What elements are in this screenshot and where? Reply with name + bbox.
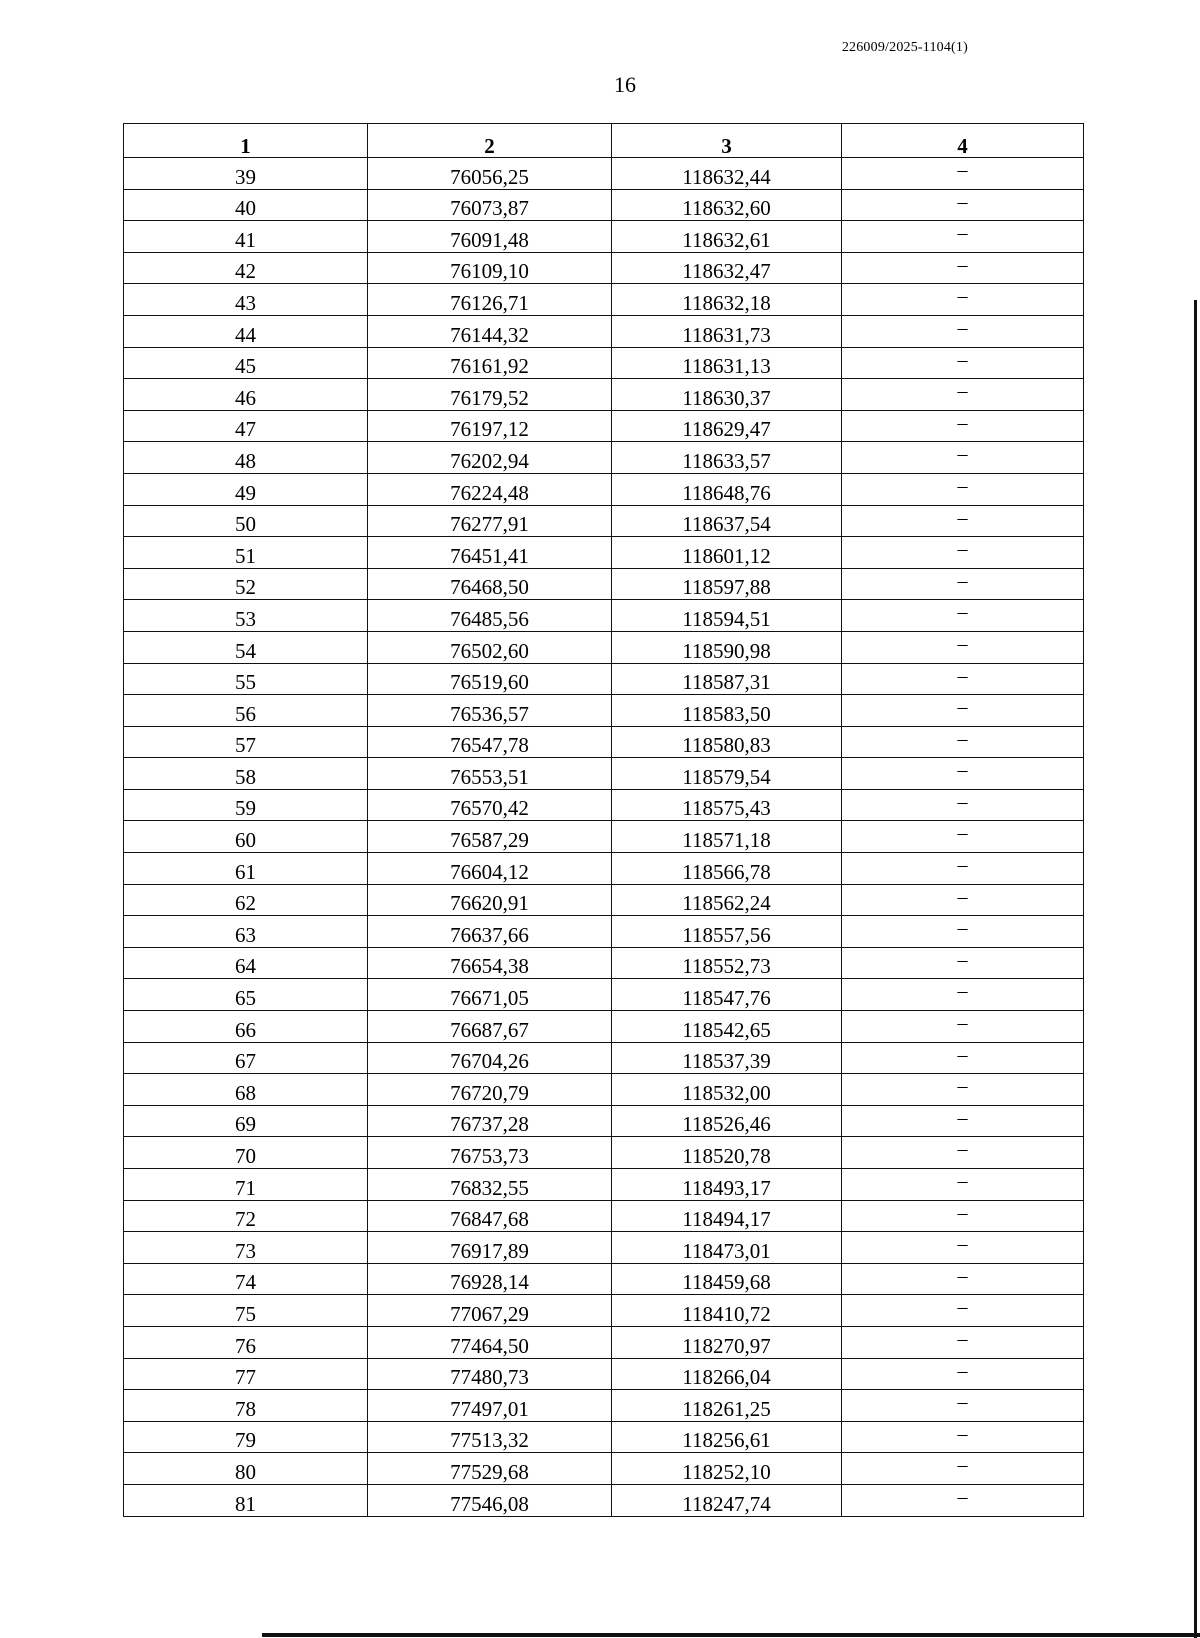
- table-body: [124, 158, 1084, 1517]
- note-cell: –: [842, 758, 1084, 790]
- table-row: [124, 505, 1084, 537]
- note-cell: –: [842, 1263, 1084, 1295]
- table-row: [124, 1137, 1084, 1169]
- y-coordinate-cell: 118587,31: [612, 663, 842, 695]
- y-coordinate-cell: 118580,83: [612, 726, 842, 758]
- y-coordinate-cell: 118633,57: [612, 442, 842, 474]
- point-number-cell: 46: [124, 379, 368, 411]
- table-row: [124, 979, 1084, 1011]
- note-cell: –: [842, 442, 1084, 474]
- y-coordinate-cell: 118631,13: [612, 347, 842, 379]
- y-coordinate-cell: 118632,44: [612, 158, 842, 190]
- table-row: [124, 189, 1084, 221]
- y-coordinate-cell: 118632,18: [612, 284, 842, 316]
- y-coordinate-cell: 118594,51: [612, 600, 842, 632]
- point-number-cell: 65: [124, 979, 368, 1011]
- table-row: [124, 916, 1084, 948]
- note-cell: –: [842, 1484, 1084, 1516]
- note-cell: –: [842, 1453, 1084, 1485]
- x-coordinate-cell: 76753,73: [368, 1137, 612, 1169]
- y-coordinate-cell: 118630,37: [612, 379, 842, 411]
- y-coordinate-cell: 118632,47: [612, 252, 842, 284]
- x-coordinate-cell: 76179,52: [368, 379, 612, 411]
- note-cell: –: [842, 1232, 1084, 1264]
- table-row: [124, 1232, 1084, 1264]
- table-row: [124, 884, 1084, 916]
- point-number-cell: 41: [124, 221, 368, 253]
- table-header: [124, 124, 1084, 158]
- x-coordinate-cell: 77529,68: [368, 1453, 612, 1485]
- table-row: [124, 315, 1084, 347]
- x-coordinate-cell: 76553,51: [368, 758, 612, 790]
- y-coordinate-cell: 118632,60: [612, 189, 842, 221]
- table-row: [124, 442, 1084, 474]
- y-coordinate-cell: 118532,00: [612, 1074, 842, 1106]
- x-coordinate-cell: 76604,12: [368, 853, 612, 885]
- point-number-cell: 42: [124, 252, 368, 284]
- x-coordinate-cell: 76654,38: [368, 947, 612, 979]
- note-cell: –: [842, 789, 1084, 821]
- x-coordinate-cell: 76202,94: [368, 442, 612, 474]
- note-cell: –: [842, 979, 1084, 1011]
- note-cell: –: [842, 1137, 1084, 1169]
- y-coordinate-cell: 118520,78: [612, 1137, 842, 1169]
- table-row: [124, 1421, 1084, 1453]
- y-coordinate-cell: 118542,65: [612, 1011, 842, 1043]
- table-row: [124, 410, 1084, 442]
- table-row: [124, 221, 1084, 253]
- note-cell: –: [842, 631, 1084, 663]
- column-header-2: 2: [368, 124, 612, 158]
- x-coordinate-cell: 76056,25: [368, 158, 612, 190]
- x-coordinate-cell: 77513,32: [368, 1421, 612, 1453]
- x-coordinate-cell: 76502,60: [368, 631, 612, 663]
- note-cell: –: [842, 315, 1084, 347]
- scan-edge-bottom: [262, 1633, 1200, 1637]
- x-coordinate-cell: 76073,87: [368, 189, 612, 221]
- table-row: [124, 568, 1084, 600]
- note-cell: –: [842, 916, 1084, 948]
- point-number-cell: 68: [124, 1074, 368, 1106]
- y-coordinate-cell: 118601,12: [612, 537, 842, 569]
- point-number-cell: 63: [124, 916, 368, 948]
- x-coordinate-cell: 76197,12: [368, 410, 612, 442]
- point-number-cell: 73: [124, 1232, 368, 1264]
- note-cell: –: [842, 410, 1084, 442]
- point-number-cell: 50: [124, 505, 368, 537]
- point-number-cell: 74: [124, 1263, 368, 1295]
- table-row: [124, 853, 1084, 885]
- x-coordinate-cell: 76620,91: [368, 884, 612, 916]
- y-coordinate-cell: 118261,25: [612, 1390, 842, 1422]
- y-coordinate-cell: 118590,98: [612, 631, 842, 663]
- y-coordinate-cell: 118562,24: [612, 884, 842, 916]
- x-coordinate-cell: 76720,79: [368, 1074, 612, 1106]
- point-number-cell: 51: [124, 537, 368, 569]
- point-number-cell: 58: [124, 758, 368, 790]
- point-number-cell: 76: [124, 1326, 368, 1358]
- note-cell: –: [842, 884, 1084, 916]
- y-coordinate-cell: 118566,78: [612, 853, 842, 885]
- column-header-1: 1: [124, 124, 368, 158]
- note-cell: –: [842, 1421, 1084, 1453]
- table-row: [124, 158, 1084, 190]
- x-coordinate-cell: 76704,26: [368, 1042, 612, 1074]
- y-coordinate-cell: 118571,18: [612, 821, 842, 853]
- x-coordinate-cell: 76928,14: [368, 1263, 612, 1295]
- y-coordinate-cell: 118579,54: [612, 758, 842, 790]
- point-number-cell: 64: [124, 947, 368, 979]
- note-cell: –: [842, 505, 1084, 537]
- scan-edge-right: [1194, 300, 1197, 1638]
- y-coordinate-cell: 118526,46: [612, 1105, 842, 1137]
- y-coordinate-cell: 118473,01: [612, 1232, 842, 1264]
- column-header-4: 4: [842, 124, 1084, 158]
- table-row: [124, 947, 1084, 979]
- y-coordinate-cell: 118459,68: [612, 1263, 842, 1295]
- note-cell: –: [842, 821, 1084, 853]
- page-number: 16: [614, 72, 636, 97]
- x-coordinate-cell: 76519,60: [368, 663, 612, 695]
- x-coordinate-cell: 76485,56: [368, 600, 612, 632]
- table-row: [124, 252, 1084, 284]
- column-header-3: 3: [612, 124, 842, 158]
- table-row: [124, 1011, 1084, 1043]
- x-coordinate-cell: 76277,91: [368, 505, 612, 537]
- note-cell: –: [842, 1326, 1084, 1358]
- point-number-cell: 47: [124, 410, 368, 442]
- table-row: [124, 600, 1084, 632]
- point-number-cell: 75: [124, 1295, 368, 1327]
- table-row: [124, 1453, 1084, 1485]
- y-coordinate-cell: 118629,47: [612, 410, 842, 442]
- note-cell: –: [842, 1074, 1084, 1106]
- note-cell: –: [842, 1042, 1084, 1074]
- table-row: [124, 1484, 1084, 1516]
- y-coordinate-cell: 118583,50: [612, 695, 842, 727]
- point-number-cell: 45: [124, 347, 368, 379]
- x-coordinate-cell: 76737,28: [368, 1105, 612, 1137]
- note-cell: –: [842, 221, 1084, 253]
- point-number-cell: 39: [124, 158, 368, 190]
- y-coordinate-cell: 118493,17: [612, 1169, 842, 1201]
- table-row: [124, 1105, 1084, 1137]
- point-number-cell: 40: [124, 189, 368, 221]
- x-coordinate-cell: 76109,10: [368, 252, 612, 284]
- y-coordinate-cell: 118247,74: [612, 1484, 842, 1516]
- x-coordinate-cell: 76570,42: [368, 789, 612, 821]
- point-number-cell: 59: [124, 789, 368, 821]
- table-row: [124, 758, 1084, 790]
- point-number-cell: 53: [124, 600, 368, 632]
- table-row: [124, 821, 1084, 853]
- point-number-cell: 49: [124, 473, 368, 505]
- note-cell: –: [842, 284, 1084, 316]
- note-cell: –: [842, 1295, 1084, 1327]
- note-cell: –: [842, 947, 1084, 979]
- x-coordinate-cell: 76847,68: [368, 1200, 612, 1232]
- y-coordinate-cell: 118597,88: [612, 568, 842, 600]
- y-coordinate-cell: 118637,54: [612, 505, 842, 537]
- x-coordinate-cell: 76451,41: [368, 537, 612, 569]
- table-row: [124, 1326, 1084, 1358]
- point-number-cell: 54: [124, 631, 368, 663]
- table-row: [124, 1042, 1084, 1074]
- table-row: [124, 284, 1084, 316]
- point-number-cell: 70: [124, 1137, 368, 1169]
- x-coordinate-cell: 76637,66: [368, 916, 612, 948]
- y-coordinate-cell: 118252,10: [612, 1453, 842, 1485]
- point-number-cell: 52: [124, 568, 368, 600]
- table-row: [124, 631, 1084, 663]
- x-coordinate-cell: 76536,57: [368, 695, 612, 727]
- x-coordinate-cell: 76126,71: [368, 284, 612, 316]
- y-coordinate-cell: 118410,72: [612, 1295, 842, 1327]
- note-cell: –: [842, 189, 1084, 221]
- note-cell: –: [842, 726, 1084, 758]
- table-row: [124, 1390, 1084, 1422]
- point-number-cell: 57: [124, 726, 368, 758]
- note-cell: –: [842, 663, 1084, 695]
- note-cell: –: [842, 1358, 1084, 1390]
- note-cell: –: [842, 1011, 1084, 1043]
- point-number-cell: 67: [124, 1042, 368, 1074]
- point-number-cell: 61: [124, 853, 368, 885]
- table-row: [124, 1200, 1084, 1232]
- x-coordinate-cell: 76547,78: [368, 726, 612, 758]
- y-coordinate-cell: 118632,61: [612, 221, 842, 253]
- point-number-cell: 80: [124, 1453, 368, 1485]
- x-coordinate-cell: 76917,89: [368, 1232, 612, 1264]
- note-cell: –: [842, 600, 1084, 632]
- note-cell: –: [842, 347, 1084, 379]
- point-number-cell: 48: [124, 442, 368, 474]
- table-row: [124, 789, 1084, 821]
- x-coordinate-cell: 77067,29: [368, 1295, 612, 1327]
- x-coordinate-cell: 77464,50: [368, 1326, 612, 1358]
- x-coordinate-cell: 76832,55: [368, 1169, 612, 1201]
- x-coordinate-cell: 76224,48: [368, 473, 612, 505]
- y-coordinate-cell: 118631,73: [612, 315, 842, 347]
- point-number-cell: 43: [124, 284, 368, 316]
- note-cell: –: [842, 158, 1084, 190]
- document-id: 226009/2025-1104(1): [841, 40, 968, 55]
- table-row: [124, 1074, 1084, 1106]
- y-coordinate-cell: 118270,97: [612, 1326, 842, 1358]
- point-number-cell: 62: [124, 884, 368, 916]
- y-coordinate-cell: 118547,76: [612, 979, 842, 1011]
- point-number-cell: 79: [124, 1421, 368, 1453]
- y-coordinate-cell: 118256,61: [612, 1421, 842, 1453]
- note-cell: –: [842, 1390, 1084, 1422]
- y-coordinate-cell: 118557,56: [612, 916, 842, 948]
- note-cell: –: [842, 695, 1084, 727]
- note-cell: –: [842, 252, 1084, 284]
- note-cell: –: [842, 568, 1084, 600]
- point-number-cell: 81: [124, 1484, 368, 1516]
- x-coordinate-cell: 76144,32: [368, 315, 612, 347]
- header-row: [124, 124, 1084, 158]
- x-coordinate-cell: 76671,05: [368, 979, 612, 1011]
- table-row: [124, 347, 1084, 379]
- coordinates-table: [123, 123, 1084, 1517]
- point-number-cell: 60: [124, 821, 368, 853]
- y-coordinate-cell: 118552,73: [612, 947, 842, 979]
- point-number-cell: 69: [124, 1105, 368, 1137]
- x-coordinate-cell: 76687,67: [368, 1011, 612, 1043]
- table-row: [124, 726, 1084, 758]
- table-row: [124, 1169, 1084, 1201]
- table-row: [124, 663, 1084, 695]
- point-number-cell: 55: [124, 663, 368, 695]
- point-number-cell: 71: [124, 1169, 368, 1201]
- table-row: [124, 1295, 1084, 1327]
- y-coordinate-cell: 118266,04: [612, 1358, 842, 1390]
- table-row: [124, 473, 1084, 505]
- table-row: [124, 1358, 1084, 1390]
- note-cell: –: [842, 473, 1084, 505]
- point-number-cell: 56: [124, 695, 368, 727]
- note-cell: –: [842, 1105, 1084, 1137]
- point-number-cell: 78: [124, 1390, 368, 1422]
- x-coordinate-cell: 76161,92: [368, 347, 612, 379]
- point-number-cell: 77: [124, 1358, 368, 1390]
- table-row: [124, 537, 1084, 569]
- note-cell: –: [842, 1200, 1084, 1232]
- table-row: [124, 695, 1084, 727]
- note-cell: –: [842, 379, 1084, 411]
- note-cell: –: [842, 1169, 1084, 1201]
- point-number-cell: 72: [124, 1200, 368, 1232]
- table-row: [124, 379, 1084, 411]
- x-coordinate-cell: 77546,08: [368, 1484, 612, 1516]
- x-coordinate-cell: 76587,29: [368, 821, 612, 853]
- y-coordinate-cell: 118537,39: [612, 1042, 842, 1074]
- y-coordinate-cell: 118494,17: [612, 1200, 842, 1232]
- x-coordinate-cell: 76468,50: [368, 568, 612, 600]
- note-cell: –: [842, 853, 1084, 885]
- point-number-cell: 44: [124, 315, 368, 347]
- x-coordinate-cell: 77497,01: [368, 1390, 612, 1422]
- point-number-cell: 66: [124, 1011, 368, 1043]
- y-coordinate-cell: 118648,76: [612, 473, 842, 505]
- y-coordinate-cell: 118575,43: [612, 789, 842, 821]
- x-coordinate-cell: 76091,48: [368, 221, 612, 253]
- x-coordinate-cell: 77480,73: [368, 1358, 612, 1390]
- table-row: [124, 1263, 1084, 1295]
- note-cell: –: [842, 537, 1084, 569]
